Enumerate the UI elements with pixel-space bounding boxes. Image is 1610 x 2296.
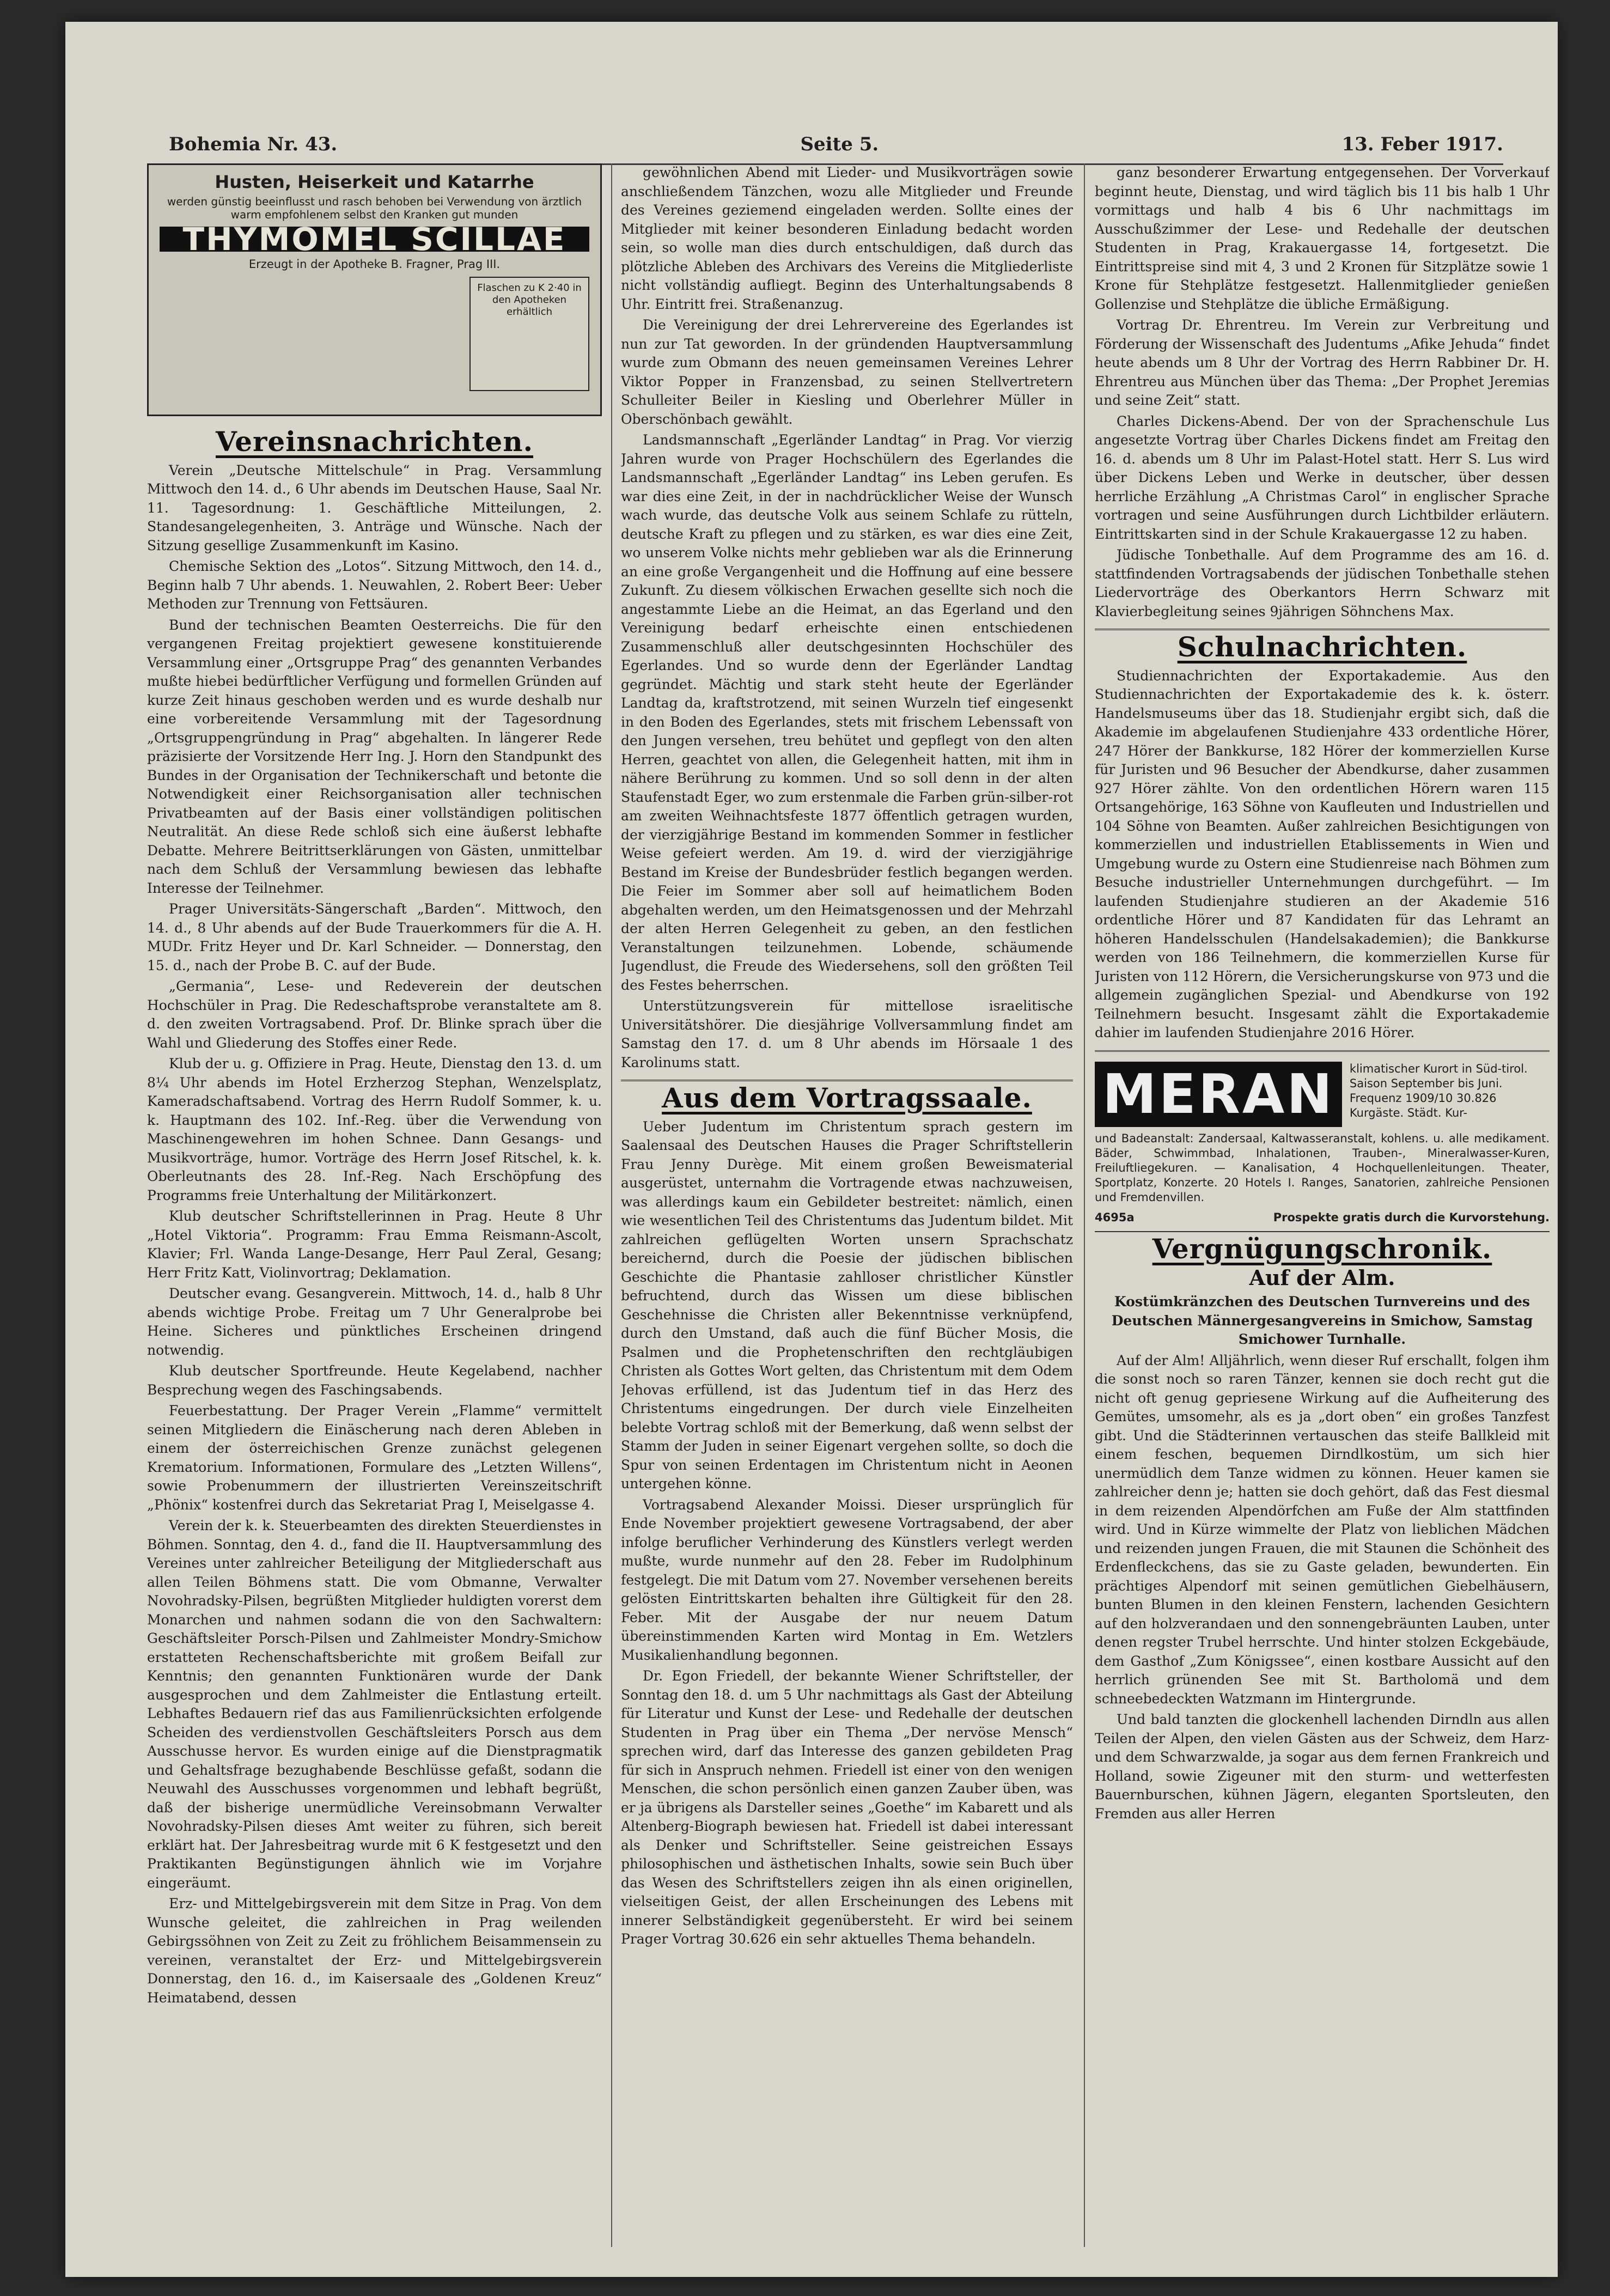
article-paragraph: Studiennachrichten der Exportakademie. Aus den Studiennachrichten der Exportakademie des k. k. österr. Handelsmuseums über das 18. Studienjahr ergibt sich, daß die Akademie im abgelaufenen Studienjahre 433 ordentliche Hörer, 247 Hörer der Bankkurse, 182 Hörer der kommerziellen Kurse für Juristen und 96 Besucher der Abendkurse, daher zusammen 927 Hörer zählte. Von den ordentlichen Hörern waren 115 Ortsangehörige, 163 Söhne von Kaufleuten und Industriellen und 104 Söhne von Beamten. Außer zahlreichen Besichtigungen von kommerziellen und industriellen Etablissements in Wien und Umgebung wurde zu Ostern eine Studienreise nach Böhmen zum Besuche industrieller Unternehmungen durchgeführt. — Im laufenden Studienjahre studieren an der Akademie 516 ordentliche Hörer und 87 Kandidaten für das Lehramt an höheren Handelsschulen (Handelsakademien); die Bankkurse werden von 186 Teilnehmern, die kommerziellen Kurse für Juristen von 112 Hörern, die Versicherungskurse von 973 und die allgemein zugänglichen Spezial- und Abendkurse von 192 Teilnehmern besucht. Insgesamt zählt die Exportakademie dahier im laufenden Studienjahre 2016 Hörer. bbox=[1095, 667, 1550, 1040]
column-rule-2 bbox=[1084, 163, 1085, 2247]
article-paragraph: Prager Universitäts-Sängerschaft „Barden“. Mittwoch, den 14. d., 8 Uhr abends auf der Bude Trauerkommers für die A. H. MUDr. Fritz Heyer und Dr. Karl Schneider. — Donnerstag, den 15. d., nach der Probe B. C. auf der Bude. bbox=[147, 901, 602, 973]
article-subtitle: Kostümkränzchen des Deutschen Turnvereins und des Deutschen Männergesangvereins in Smichow, Samstag Smichower Turnhalle. bbox=[1111, 1294, 1533, 1347]
article-paragraph: Klub deutscher Schriftstellerinnen in Prag. Heute 8 Uhr „Hotel Viktoria“. Programm: Frau Emma Reismann-Ascolt, Klavier; Frl. Wanda Lange-Desange, Herr Paul Zeral, Gesang; Herr Fritz Katt, Violinvortrag; Deklamation. bbox=[147, 1208, 602, 1281]
meran-footer bbox=[1095, 1208, 1550, 1233]
meran-prospekte: Prospekte gratis durch die Kurvorstehung. bbox=[1273, 1210, 1550, 1224]
article-paragraph: Erz- und Mittelgebirgsverein mit dem Sitze in Prag. Von dem Wunsche geleitet, die zahlreichen in Prag weilenden Gebirgssöhnen von Zeit zu Zeit zu fröhlichem Beisammensein zu vereinen, veranstaltet der Erz- und Mittelgebirgsverein Donnerstag, den 16. d., im Kaisersaale des „Goldenen Kreuz“ Heimatabend, dessen bbox=[147, 1896, 602, 2006]
section-divider bbox=[1095, 1050, 1550, 1052]
article-paragraph: ganz besonderer Erwartung entgegensehen. Der Vorverkauf beginnt heute, Dienstag, und wird täglich bis 11 bis halb 1 Uhr vormittags und halb 4 bis 6 Uhr nachmittags im Ausschußzimmer der Lese- und Redehalle der deutschen Studenten in Prag, Krakauergasse 14, fortgesetzt. Die Eintrittspreise sind mit 4, 3 und 2 Kronen für Sitzplätze sowie 1 Krone für Stehplätze festgesetzt. Hallenmitglieder genießen Gollenzise und Stehplätze die übliche Ermäßigung. bbox=[1095, 165, 1550, 312]
article-paragraph: Verein „Deutsche Mittelschule“ in Prag. Versammlung Mittwoch den 14. d., 6 Uhr abends im Deutschen Hause, Saal Nr. 11. Tagesordnung: 1. Geschäftliche Mitteilungen, 2. Standesangelegenheiten, 3. Anträge und Wünsche. Nach der Sitzung gesellige Zusammenkunft im Kasino. bbox=[147, 462, 602, 553]
article-paragraph: gewöhnlichen Abend mit Lieder- und Musikvorträgen sowie anschließendem Tänzchen, wozu alle Mitglieder und Freunde des Vereines geziemend eingeladen werden. Sollte eines der Mitglieder mit keiner besonderen Einladung bedacht worden sein, so wolle man dies durch entschuldigen, daß durch das plötzliche Ableben des Archivars des Vereins die Mitgliederliste nicht vollständig aufliegt. Beginn des Unterhaltungsabends 8 Uhr. Eintritt frei. Straßenanzug. bbox=[621, 165, 1073, 312]
article-paragraph: „Germania“, Lese- und Redeverein der deutschen Hochschüler in Prag. Die Redeschaftsprobe veranstaltete am 8. d. den zweiten Vortragsabend. Prof. Dr. Blinke sprach über die Wahl und Gliederung des Stoffes einer Rede. bbox=[147, 978, 602, 1051]
article-paragraph: Unterstützungsverein für mittellose israelitische Universitätshörer. Die diesjährige Vollversammlung findet am Samstag den 17. d. um 8 Uhr abends im Hörsaale 1 des Karolinums statt. bbox=[621, 998, 1073, 1070]
section-heading-vergnuegungschronik: Vergnügungschronik. bbox=[1152, 1233, 1492, 1265]
article-paragraph: Und bald tanzten die glockenhell lachenden Dirndln aus allen Teilen der Alpen, den vielen Gästen aus der Schweiz, dem Harz- und dem Schwarzwalde, ja sogar aus dem fernen Frankreich und Holland, sowie Zigeuner mit den sturm- und wetterfesten Bauernburschen, kühnen Jägern, eleganten Sportsleuten, den Fremden aus aller Herren bbox=[1095, 1712, 1550, 1822]
meran-logo: MERAN bbox=[1095, 1062, 1342, 1127]
article-paragraph: Vortragsabend Alexander Moissi. Dieser ursprünglich für Ende November projektiert gewesene Vortragsabend, der aber infolge beruflicher Verhinderung des Künstlers verlegt werden mußte, wurde nunmehr auf den 28. Feber im Rudolphinum festgelegt. Die mit Datum vom 27. November versehenen bereits gelösten Eintrittskarten behalten ihre Gültigkeit für den 28. Feber. Mit der Ausgabe der nur neuem Datum übereinstimmenden Karten wird Montag in Em. Wetzlers Musikalienhandlung begonnen. bbox=[621, 1496, 1073, 1663]
column-3 bbox=[1095, 163, 1550, 2247]
section-divider bbox=[1095, 629, 1550, 630]
article-title-alm: Auf der Alm. bbox=[1249, 1265, 1395, 1290]
article-paragraph: Klub der u. g. Offiziere in Prag. Heute, Dienstag den 13. d. um 8¼ Uhr abends im Hotel Erzherzog Stephan, Wenzelsplatz, Kameradschaftsabend. Vortrag des Herrn Rudolf Sommer, k. u. k. Hauptmann des 102. Inf.-Reg. über die Verwendung von Maschinengewehren im hohen Schnee. Dann Gesangs- und Musikvorträge, humor. Vorträge des Herrn Josef Ritschel, k. k. Oberleutnants des 28. Inf.-Reg. Nach Erschöpfung des Programms freie Unterhaltung der Militärkonzert. bbox=[147, 1056, 602, 1203]
column-rule-1 bbox=[611, 163, 612, 2247]
meran-code: 4695a bbox=[1095, 1210, 1135, 1224]
article-paragraph: Klub deutscher Sportfreunde. Heute Kegelabend, nachher Besprechung wegen des Faschingsabends. bbox=[147, 1363, 602, 1398]
section-heading-vereinsnachrichten: Vereinsnachrichten. bbox=[215, 425, 533, 458]
article-paragraph: Vortrag Dr. Ehrentreu. Im Verein zur Verbreitung und Förderung der Wissenschaft des Judentums „Afike Jehuda“ findet heute abends um 8 Uhr der Vortrag des Herrn Rabbiner Dr. H. Ehrentreu aus München über das Thema: „Der Prophet Jeremias und seine Zeit“ statt. bbox=[1095, 317, 1550, 408]
meran-advertisement bbox=[1095, 1062, 1550, 1127]
ad-subline: werden günstig beeinflusst und rasch behoben bei Verwendung von ärztlich warm empfohlenem selbst den Kranken gut munden bbox=[167, 194, 582, 221]
column-2 bbox=[621, 163, 1073, 2247]
issue-number: Bohemia Nr. 43. bbox=[169, 133, 338, 155]
page-header bbox=[169, 125, 1503, 165]
article-paragraph: Ueber Judentum im Christentum sprach gestern im Saalensaal des Deutschen Hauses die Prager Schriftstellerin Frau Jenny Durège. Mit einem großen Beweismaterial ausgerüstet, unternahm die Vortragende etwas nachzuweisen, was allerdings kaum ein Gebildeter bestreitet: nämlich, einen wie wesentlichen Teil des Christentums das Judentum bildet. Mit zahlreichen geflügelten Worten unsern Sprachschatz bereichernd, durch die Poesie der jüdischen biblischen Geschichte die Phantasie zahlloser christlicher Künstler befruchtend, durch das Wissen um diese biblischen Geschehnisse die Christen aller Bekenntnisse verknüpfend, durch den Umstand, daß auch die fünf Bücher Mosis, die Psalmen und die Prophetenschriften den rechtgläubigen Christen als Gottes Wort gelten, das Christentum mit dem Odem Jehovas erfüllend, ist das Judentum tief in das Herz des Christentums eingedrungen. Der durch viele Einzelheiten belebte Vortrag schloß mit der Bemerkung, daß wenn selbst der Stamm der Juden in seiner Eigenart vergehen sollte, so doch die Spur von seinen Erdentagen im Christentum nicht in Aeonen untergehen könne. bbox=[621, 1118, 1073, 1491]
article-paragraph: Charles Dickens-Abend. Der von der Sprachenschule Lus angesetzte Vortrag über Charles Dickens findet am Freitag den 16. d. abends um 8 Uhr im Palast-Hotel statt. Herr S. Lus wird über Dickens Leben und Werke in deutscher, über dessen herrliche Erzählung „A Christmas Carol“ in englischer Sprache vortragen und seine Ausführungen durch Lichtbilder erläutern. Eintrittskarten sind in der Schule Krakauergasse 12 zu haben. bbox=[1095, 413, 1550, 542]
article-paragraph: Chemische Sektion des „Lotos“. Sitzung Mittwoch, den 14. d., Beginn halb 7 Uhr abends. 1. Neuwahlen, 2. Robert Beer: Ueber Methoden zur Trennung von Fettsäuren. bbox=[147, 558, 602, 612]
ad-maker: Erzeugt in der Apotheke B. Fragner, Prag III. bbox=[248, 258, 501, 271]
ad-brand: THYMOMEL SCILLAE bbox=[160, 227, 589, 252]
meran-details: und Badeanstalt: Zandersaal, Kaltwasseranstalt, kohlens. u. alle medikament. Bäder, Schwimmbad, Inhalationen, Trauben-, Mineralwasser-Kuren, Freiluftliegekuren. — Kanalisation, 4 Hochquellenleitungen. Theater, Sportplatz, Konzerte. 20 Hotels I. Ranges, Sanatorien, zahlreiche Pensionen und Fremdenvillen. bbox=[1095, 1131, 1550, 1204]
article-paragraph: Jüdische Tonbethalle. Auf dem Programme des am 16. d. stattfindenden Vortragsabends der jüdischen Tonbethalle stehen Liedervorträge des Oberkantors Herrn Schwarz mit Klavierbegleitung seines 9jährigen Söhnchens Max. bbox=[1095, 547, 1550, 619]
article-paragraph: Verein der k. k. Steuerbeamten des direkten Steuerdienstes in Böhmen. Sonntag, den 4. d., fand die II. Hauptversammlung des Vereines unter zahlreicher Beteiligung der Mitgliederschaft aus allen Teilen Böhmens statt. Die vom Obmanne, Verwalter Novohradsky-Pilsen, begrüßten Mitglieder huldigten vorerst dem Monarchen und nahmen sodann die von den Sachwaltern: Geschäftsleiter Porsch-Pilsen und Zahlmeister Mondry-Smichow erstatteten Rechenschaftsberichte mit großem Beifall zur Kenntnis; den genannten Funktionären wurde der Dank ausgesprochen und dem Zahlmeister die Entlastung erteilt. Lebhaftes Bedauern rief das aus Familienrücksichten erfolgende Scheiden des verdienstvollen Geschäftsleiters Porsch aus dem Ausschusse hervor. Es wurden einige auf die Dienstpragmatik und Gehaltsfrage bezughabende Beschlüsse gefaßt, sodann die Neuwahl des Ausschusses vorgenommen und lebhaft begrüßt, daß der bisherige unermüdliche Vereinsobmann Verwalter Novohradsky-Pilsen dieses Amt weiter zu führen, sich bereit erklärt hat. Der Jahresbeitrag wurde mit 6 K festgesetzt und den Praktikanten Begünstigungen ähnlich wie im Vorjahre eingeräumt. bbox=[147, 1518, 602, 1891]
column-1 bbox=[147, 163, 602, 2247]
article-paragraph: Feuerbestattung. Der Prager Verein „Flamme“ vermittelt seinen Mitgliedern die Einäscherung nach deren Ableben in einem der österreichischen Grenze zunächst gelegenen Krematorium. Informationen, Formulare des „Letzten Willens“, sowie Probenummern der illustrierten Vereinszeitschrift „Phönix“ kostenfrei durch das Sekretariat Prag I, Meiselgasse 4. bbox=[147, 1403, 602, 1513]
article-paragraph: Bund der technischen Beamten Oesterreichs. Die für den vergangenen Freitag projektiert gewesene konstituierende Versammlung einer „Ortsgruppe Prag“ des genannten Verbandes mußte hiebei bedürftlicher Verfügung und formellen Gründen auf kurze Zeit hinaus geschoben werden und es wurde deshalb nur eine vorbereitende Versammlung mit der Tagesordnung „Ortsgruppengründung in Prag“ abgehalten. In längerer Rede präzisierte der Vorsitzende Herr Ing. J. Horn den Standpunkt des Bundes in der Organisation der Technikerschaft und betonte die Notwendigkeit einer Reichsorganisation aller technischen Privatbeamten auf der Basis einer vollständigen politischen Neutralität. An diese Rede schloß sich eine äußerst lebhafte Debatte. Mehrere Beitrittserklärungen von Gästen, unmittelbar nach dem Schluß der Versammlung bewiesen das lebhafte Interesse der Teilnehmer. bbox=[147, 617, 602, 896]
thymomel-advertisement bbox=[147, 163, 602, 416]
issue-date: 13. Feber 1917. bbox=[1341, 133, 1503, 155]
article-paragraph: Dr. Egon Friedell, der bekannte Wiener Schriftsteller, der Sonntag den 18. d. um 5 Uhr nachmittags als Gast der Abteilung für Literatur und Kunst der Lese- und Redehalle der deutschen Studenten in Prag über ein Thema „Der nervöse Mensch“ sprechen wird, darf das Interesse des ganzen gebildeten Prag für sich in Anspruch nehmen. Friedell ist einer von den wenigen Menschen, die schon persönlich einen ganzen Zauber üben, was er ja übrigens als Darsteller seines „Goethe“ im Kabarett und als Altenberg-Biograph bewiesen hat. Friedell ist dabei interessant als Denker und Schriftsteller. Seine geistreichen Essays philosophischen und ästhetischen Inhalts, sowie sein Buch über das Wesen des Schriftstellers zeigen ihn als einen originellen, vielseitigen Geist, der allen Erscheinungen des Lebens mit innerer Selbständigkeit gegenübersteht. Er wird bei seinem Prager Vortrag 30.626 ein sehr aktuelles Thema behandeln. bbox=[621, 1668, 1073, 1947]
section-heading-vortragssaale: Aus dem Vortragssaale. bbox=[662, 1082, 1032, 1114]
article-paragraph: Auf der Alm! Alljährlich, wenn dieser Ruf erschallt, folgen ihm die sonst noch so raren Tänzer, kennen sie doch recht gut die nicht oft genug gepriesene Wirkung auf die Aufheiterung des Gemütes, umsomehr, als es ja „dort oben“ ein großes Tanzfest gibt. Und die Städterinnen vertauschen das steife Ballkleid mit einem feschen, bequemen Dirndlkostüm, um sich hier unermüdlich dem Tanze widmen zu können. Heuer kamen sie zahlreicher denn je; hatten sie doch gehört, daß das Fest diesmal in dem reizenden Alpendörfchen am Fuße der Alm stattfinden wird. Und in Kürze wimmelte der Platz von lieblichen Mädchen und reizenden jungen Frauen, die mit Staunen die Schönheit des Erdenfleckchens, das sie zu Gaste geladen, bewunderten. Ein prächtiges Alpendorf mit seinen gemütlichen Giebelhäusern, bunten Blumen in den kleinen Fenstern, lachenden Gesichtern auf den holzverandaen und den sonnengebräunten Lauben, unter denen regster Trubel herrschte. Und hinter stolzen Eckgebäude, dem Gasthof „Zum Königssee“, einen kostbare Aussicht auf den herrlich grünenden See mit St. Bartholomä und dem schneebedeckten Watzmann im Hintergrunde. bbox=[1095, 1352, 1550, 1707]
ad-package-box: Flaschen zu K 2·40 in den Apotheken erhältlich bbox=[469, 277, 589, 391]
page-number: Seite 5. bbox=[800, 133, 879, 155]
ad-headline: Husten, Heiserkeit und Katarrhe bbox=[215, 172, 534, 192]
section-heading-schulnachrichten: Schulnachrichten. bbox=[1177, 631, 1467, 663]
section-divider bbox=[621, 1080, 1073, 1081]
article-paragraph: Landsmannschaft „Egerländer Landtag“ in Prag. Vor vierzig Jahren wurde von Prager Hochschülern des Egerlandes die Landsmannschaft „Egerländer Landtag“ ins Leben gerufen. Es war dies eine Zeit, in der in nachdrücklicher Weise der Wunsch wach wurde, das deutsche Volk aus seinem Schlafe zu rütteln, deutsche Kraft zu pflegen und zu stärken, es war dies eine Zeit, wo unserem Volke nichts mehr geblieben war als die Erinnerung an eine große Vergangenheit und die Hoffnung auf eine bessere Zukunft. Zu diesem völkischen Erwachen gesellte sich noch die angestammte Liebe an die Heimat, an das Egerland und den Vereinigung bedarf erheischte einen entschiedenen Zusammenschluß aller deutschgesinnten Hochschüler des Egerlandes. Und so wurde denn der Egerländer Landtag gegründet. Mächtig und stark steht heute der Egerländer Landtag da, kraftstrotzend, mit seinen Wurzeln tief eingesenkt in den Boden des Egerlandes, stets mit frischem Lebenssaft von den Jungen versehen, treu behütet und gepflegt von den alten Herren, geachtet von allen, die Gelegenheit hatten, mit ihm in nähere Berührung zu kommen. Und so soll denn in der alten Staufenstadt Eger, wo zum erstenmale die Farben grün-silber-rot am zweiten Weihnachtsfeste 1877 öffentlich getragen wurden, der vierzigjährige Bestand im kommenden Sommer in festlicher Weise gefeiert werden. Am 19. d. wird der vierzigjährige Bestand im Kreise der Bundesbrüder festlich begangen werden. Die Feier im Sommer aber soll auf heimatlichem Boden abgehalten werden, um den Heimatsgenossen und der Mehrzahl der alten Herren Gelegenheit zu geben, an den festlichen Veranstaltungen teilzunehmen. Lobende, schäumende Jugendlust, die Freude des Wiedersehens, soll den größten Teil des Festes beherrschen. bbox=[621, 432, 1073, 993]
meran-info: klimatischer Kurort in Süd-tirol. Saison September bis Juni. Frequenz 1909/10 30.826 Kurgäste. Städt. Kur- bbox=[1349, 1062, 1528, 1119]
article-paragraph: Die Vereinigung der drei Lehrervereine des Egerlandes ist nun zur Tat geworden. In der gründenden Hauptversammlung wurde zum Obmann des neuen gemeinsamen Vereines Lehrer Viktor Popper in Franzensbad, zu seinen Stellvertretern Schulleiter Beiler in Kiesling und Oberlehrer Müller in Oberschönbach gewählt. bbox=[621, 317, 1073, 427]
article-paragraph: Deutscher evang. Gesangverein. Mittwoch, 14. d., halb 8 Uhr abends wichtige Probe. Freitag um 7 Uhr Generalprobe bei Heine. Sicheres und pünktliches Erscheinen dringend notwendig. bbox=[147, 1286, 602, 1358]
